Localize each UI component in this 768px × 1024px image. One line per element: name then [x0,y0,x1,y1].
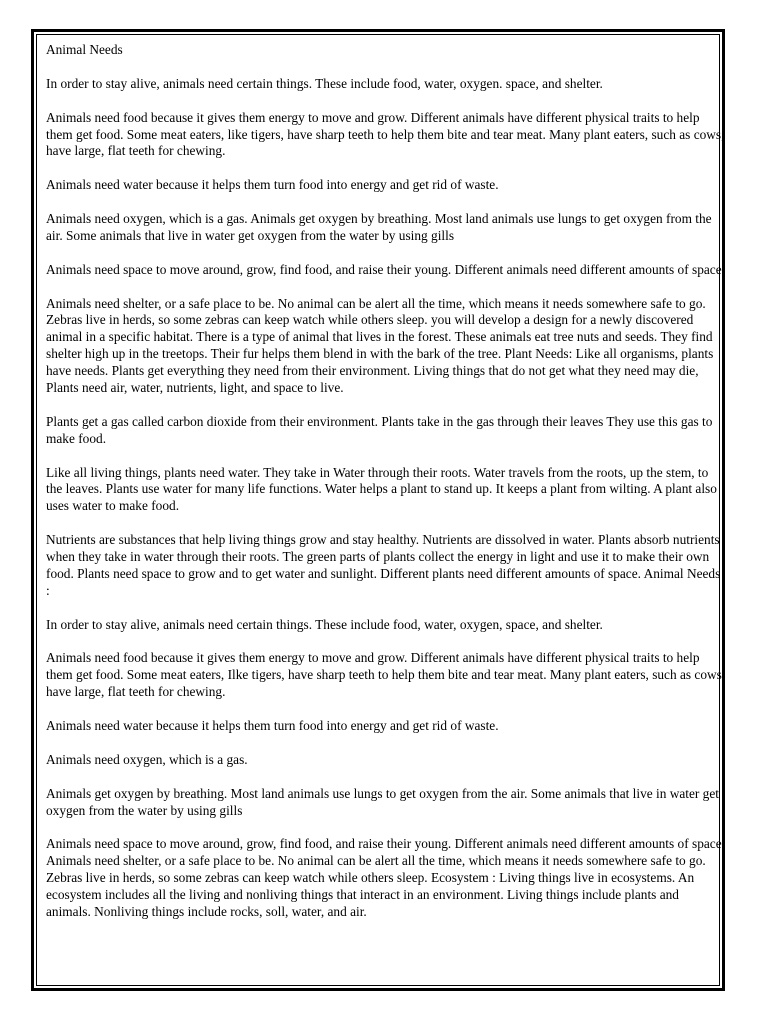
paragraph: Animals get oxygen by breathing. Most land animals use lungs to get oxygen from the air. Some animals that live in water get oxygen from the water by using gills [46,785,719,818]
paragraph: Animals need space to move around, grow, find food, and raise their young. Different animals need different amounts of space. Animals need shelter, or a safe place to be. No animal can be alert all the time, which means it needs somewhere safe to go. Zebras live in herds, so some zebras can keep watch while others sleep. Ecosystem : Living things live in ecosystems. An ecosystem includes all the living and nonliving things that interact in an environment. Living things include plants and animals. Nonliving things include rocks, soll, water, and air. [46,836,725,919]
paragraph: In order to stay alive, animals need certain things. These include food, water, oxygen. space, and shelter. [46,75,603,91]
paragraph: Like all living things, plants need water. They take in Water through their roots. Water travels from the roots, up the stem, to the leaves. Plants use water for many life functions. Water helps a plant to stand up. It keeps a plant from wilting. A plant also uses water to make food. [46,464,717,514]
paragraph: Plants get a gas called carbon dioxide from their environment. Plants take in the gas through their leaves They use this gas to make food. [46,413,713,446]
paragraph: Animals need oxygen, which is a gas. [46,751,248,767]
document-title: Animal Needs [46,42,123,57]
paragraph: Animals need oxygen, which is a gas. Animals get oxygen by breathing. Most land animals use lungs to get oxygen from the air. Some animals that live in water get oxygen from the water by using gills [46,211,712,243]
document-body [46,42,726,938]
paragraph: Animals need space to move around, grow, find food, and raise their young. Different animals need different amounts of space. [46,261,725,277]
paragraph: In order to stay alive, animals need certain things. These include food, water, oxygen, space, and shelter. [46,616,603,632]
paragraph: Animals need water because it helps them turn food into energy and get rid of waste. [46,177,499,193]
paragraph: Nutrients are substances that help living things grow and stay healthy. Nutrients are dissolved in water. Plants absorb nutrients when they take in water through their roots. The green parts of plants collect the energy in light and use it to make their own food. Plants need space to grow and to get water and sunlight. Different plants need different amounts of space. Animal Needs : [46,532,721,598]
paragraph: Animals need shelter, or a safe place to be. No animal can be alert all the time, which means it needs somewhere safe to go. Zebras live in herds, so some zebras can keep watch while others sleep. you will develop a design for a newly discovered animal in a specific habitat. There is a type of animal that lives in the forest. These animals eat tree nuts and seeds. They find shelter high up in the treetops. Their fur helps them blend in with the bark of the tree. Plant Needs: Like all organisms, plants have needs. Plants get everything they need from their environment. Living things that do not get what they need may die, Plants need air, water, nutrients, light, and space to live. [46,295,714,396]
paragraph: Animals need food because it gives them energy to move and grow. Different animals have different physical traits to help them get food. Some meat eaters, Ilke tigers, have sharp teeth to help them bite and tear meat. Many plant eaters, such as cows, have large, flat teeth for chewing. [46,650,726,700]
paragraph: Animals need food because it gives them energy to move and grow. Different animals have different physical traits to help them get food. Some meat eaters, like tigers, have sharp teeth to help them bite and tear meat. Many plant eaters, such as cows, have large, flat teeth for chewing. [46,109,725,159]
paragraph: Animals need water because it helps them turn food into energy and get rid of waste. [46,718,499,734]
